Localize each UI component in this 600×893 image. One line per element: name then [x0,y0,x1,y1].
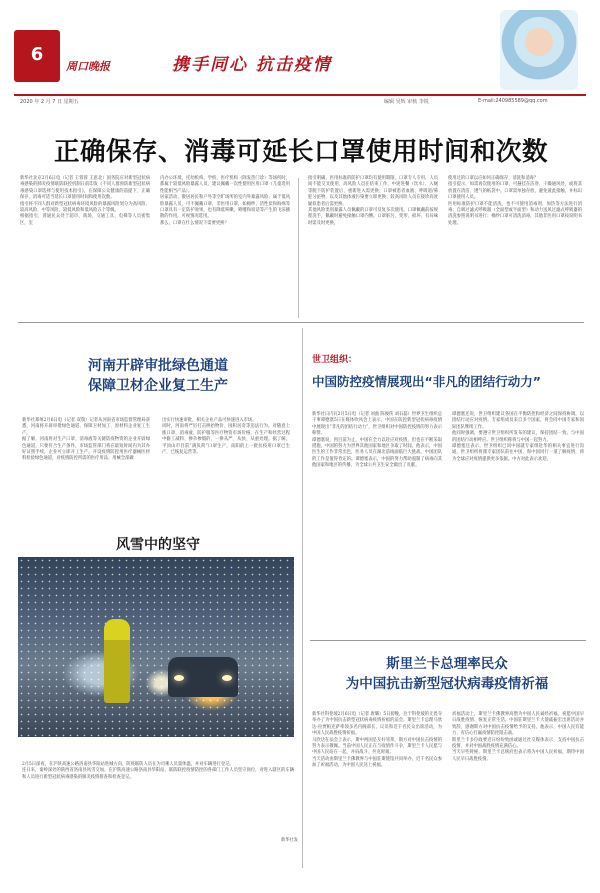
lead-headline: 正确保存、消毒可延长口罩使用时间和次数 [54,137,549,167]
henan-column-1: 新华社郑州2月6日电（记者 双瑞）记者从河南省市场监督管理局获悉，河南将开辟审批绿色通道，保障卫材加工、原材料企业复工生产。 据了解，河南将对生产口罩、消毒液等关键防疫物资的企业开辟绿色通道，只要符合生产条件，市场监管部门将在最短时间内为其办好证照手续，企业可立即开工生产。开设疫情防控用医疗器械医材料检验绿色通道，对疫情防控所需的医疗用品、用械全部做 [22,418,150,462]
section-rule-2 [310,640,586,641]
header-rule [14,94,586,96]
editor-credit: 编辑 吴辉 审核 李锐 [384,99,429,105]
worker-figure [104,619,130,703]
srilanka-column-1: 新华社科伦坡2月6日电（记者 唐璐）5日傍晚，位于科伦坡的无畏寺举办了为中国抗击新型冠状病毒疫情祈福的法会。斯里兰卡总理马欣达·拉贾帕克萨率领多名内阁部长、议员和近千名民众出席活动，为中国人民战胜疫情祈福。 马欣达在法会上表示，斯中两国是友好邻邦，斯方对中国抗击疫情的努力表示敬佩。当前中国人民正在与疫情作斗争，斯里兰卡人民愿与中国人民站在一起，并肩战斗、共克时艰。 当天活动由斯里兰卡佛教界与中国驻斯使馆共同举办，近千名民众参加了祈福活动，为中国人民送上祝福。 [312,712,442,769]
henan-headline-line-1: 河南开辟审批绿色通道 [88,358,228,374]
page-number-badge: 6 [14,30,60,82]
snowstorm-photo [18,557,294,737]
henan-column-2: 出实行快速审批，相关企业产品可快速进入市场。 同时，河南将严厉打击哄抬物价、囤积居奇等违法行为。对随意上涨口罩、消毒液、防护服等医疗物资市场价格，在生产和经营过程中偷工减料、掺杂掺假的，一律从严、从快、从重处理。据了解，平顶山市目前“满负荷”口罩生产，南阳的上一批抗疫用口罩已生产，已恢复运营等。 [162,418,290,456]
henan-headline [20,356,296,396]
who-column-1: 新华社日内瓦2月5日电（记者 刘曲 陈俊侠 刘石磊）世界卫生组织总干事谭德塞5日在媒体吹风会上表示，中国在防控新型冠状病毒疫情中展现出“非凡的团结行动力”，世卫组织对中国防控疫情的努力表示称赞。 谭德塞说，到目前为止，中国在全力以赴应对疫情，但也在不断采取措施，中国的努力为世界其他国家和地区争取了时间。他表示，中国医生的工作非常出色，医务人员在湖北前线面临巨大挑战，中国团队的工作是值得肯定的。谭德塞表示，中国的努力帮助遏制了病毒向其他国家和地区的传播，为全球公共卫生安全做出了贡献。 [312,412,442,469]
photo-credit: 新华社发 [280,838,298,843]
issue-date: 2020 年 2 月 7 日 星期五 [20,99,79,105]
srilanka-headline [308,654,586,694]
lead-column-3: 指引明确，医用标准的防护口罩均有使用期限，口罩专人专用，人员间不能交叉使用，高风险人员在结束工作、中途进餐（饮水）、入厕等脱下防护装置后，重新进入需更换；口罩被患者血液、呼吸道/鼻腔分泌物，以及其他体液污染要立即更换；较高风险人员在接诊高度疑似患者后需更换。 其他风险类别暴露人员佩戴的口罩可反复多次使用。口罩佩戴前按规程洗手，佩戴时避免接触口罩内侧。口罩脏污、变形、损坏、有异味时需及时更换。 [308,176,438,226]
center-divider [302,328,303,868]
photo-caption: 2月5日深夜，在沪陕高速公路洛南县华阳站进城方向，防疫联防人员在为司乘人员量体温，并对车辆进行登记。 连日来，秦岭深处的陕西省洛南县风雪交加。在沪陕高速公路洛南县华阳站，联防联控疫情防控的各部门工作人员坚守岗位，对进入辖区的车辆和人员进行新型冠状病毒感染的肺炎疫情排查和检查登记。 [22,762,294,780]
paper-name: 周口晚报 [66,60,110,73]
lead-column-2: 内办公环境，托幼机构、学校、医疗机构（除发热门诊）等场所时，都属于较低风险暴露人员，建议佩戴一次性使用医用口罩（儿童选用性能相当产品）。 居家活动、散居居民和户外等空旷场所的室内外暴露风险，属于低风险暴露人员，可不佩戴口罩，非医用口罩，如棉纱、活性炭和海绵等口罩具有一定防护效果，也有降低咳嗽、喷嚏和说话等产生的飞沫播散的作用，可视情况选用。 那么，口罩在什么情况下需要更换？ [160,176,290,226]
henan-headline-line-2: 保障卫材企业复工生产 [88,378,228,394]
section-slogan: 携手同心 抗击疫情 [172,55,332,75]
srilanka-column-2: 祈福活动上，斯里兰卡佛教界高僧为中国人民诵经祈福，祝愿中国早日战胜疫情、恢复正常生活。中国驻斯里兰卡大使戚振宏出席活动并致辞，感谢斯方对中国抗击疫情给予的支持。他表示，中国人民有能力、有信心打赢疫情防控阻击战。 斯里兰卡多位政要近日纷纷致函或通过社交媒体表示，支持中国抗击疫情，并对中国战胜疫情充满信心。 当天早些时候，斯里兰卡总统府也表示将为中国人民祈福，期待中国人民早日战胜疫情。 [452,712,584,762]
snow-overlay [18,557,294,737]
who-headline: 中国防控疫情展现出“非凡的团结行动力” [312,374,541,389]
who-column-2: 谭德塞还说，世卫组织建议各国在平衡防控和经济之间保持协调，以团结行动应对疫情。专家组成员来自多个国家，将会同中国专家和国际团队继续工作。 他同时强调，要遵守世卫组织所发布的建议，保持团结一致，与中国的团结行动相呼应。世卫组织称将与中国一起努力。 谭德塞还表示，世卫组织已同中国就专家组赴华的相关事宜进行沟通，世卫组织将派专家团队前往中国，和中国同行一道了解疫情，将为全球应对疫情提供更多依据。中方对此表示欢迎。 [452,412,584,462]
lead-divider [298,178,299,318]
lead-column-4: 使用过的口罩以应如何正确保存、清洗和消毒？ 指引提示，如需再次使用的口罩，可悬挂在洁净、干燥通风处，或将其放置在清洁、透气的纸袋中。口罩需单独存放，避免彼此接触，并标识口罩使用人员。 医用标准防护口罩不能清洗，也不可使用消毒剂、加热等方法进行消毒；自吸过滤式呼吸器（全面型或半面型）和动力送风过滤式呼吸器的清洗参照说明书进行；棉纱口罩可清洗消毒，其他非医用口罩按说明书处理。 [448,176,582,226]
headlight-left [174,675,184,681]
srilanka-headline-line-1: 斯里兰卡总理率民众 [386,656,508,672]
who-kicker: 世卫组织： [312,355,358,365]
section-rule-1 [18,322,584,323]
lead-column-1: 新华社北京2月6日电（记者 王蓉蓉 王思北）国务院应对新型冠状病毒感染的肺炎疫情联防联控机制日前印发《不同人群预防新型冠状病毒感染口罩选择与使用技术指引》，在保障公众健康的前提下，正确保存、消毒可适当延长口罩使用时间和使用次数。 指引将不同人群对新型冠状病毒环境风险的暴露风险划分为高风险、较高风险、中等风险、较低风险和低风险五个等级。 根据指引，普通民众处于超市、商场、交通工具、电梯等人员密集区，室 [20,176,150,226]
srilanka-headline-line-2: 为中国抗击新型冠状病毒疫情祈福 [345,676,549,692]
headlight-right [222,675,232,681]
editor-email: E-mail:240985589@qq.com [478,98,548,104]
doctor-portrait [500,10,578,90]
photo-headline: 风雪中的坚守 [116,537,200,553]
